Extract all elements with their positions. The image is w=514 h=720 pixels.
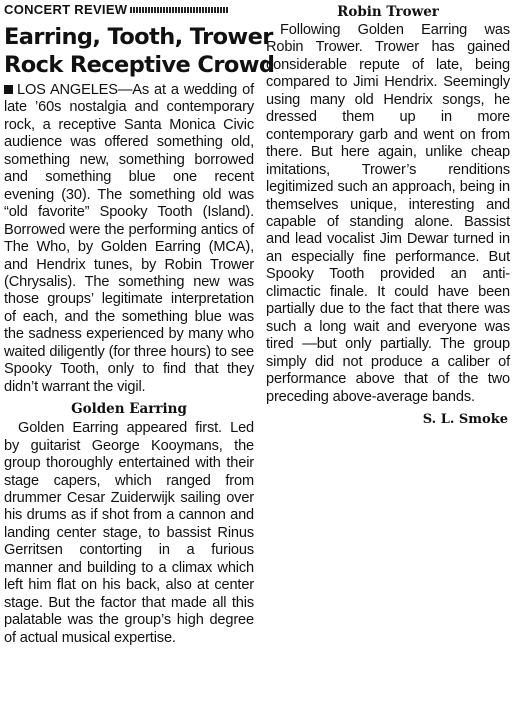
decorative-rule — [130, 7, 228, 13]
lead-paragraph-text: LOS ANGELES—As at a wedding of late ’60s nostalgia and contemporary rock, a receptive Santa Monica Civic audience was offered something old, something new, something borrowed and something blue one recent evening (30). The something old was “old favorite” Spooky Tooth (Island). Borrowed were the performing antics of The Who, by Golden Earring (MCA), and Hendrix tunes, by Robin Trower (Chrysalis). The something new was those groups’ legitimate interpretation of each, and the something blue was the sadness experienced by many who waited diligently (for three hours) to see Spooky Tooth, only to find that they didn’t warrant the vigil. — [4, 82, 254, 395]
section-label-text: CONCERT REVIEW — [4, 2, 128, 17]
headline-line-1: Earring, Tooth, Trower — [4, 24, 273, 50]
lead-paragraph — [4, 82, 254, 396]
section-label — [4, 3, 254, 17]
subhead-golden-earring: Golden Earring — [71, 401, 187, 418]
robin-trower-paragraph: Following Golden Earring was Robin Trower. Trower has gained considerable repute of late, being compared to Jimi Hendrix. Seemingly using many old Hendrix songs, he dressed them up in more contemporary garb and went on from there. But here again, unlike cheap imitations, Trower’s renditions legitimized such an approach, being in themselves unique, interesting and capable of standing alone. Bassist and lead vocalist Jim Dewar turned in an especially fine performance. But Spooky Tooth provided an anti-climactic finale. It could have been partially due to the fact that there was such a long wait and everyone was tired —but only partially. The group simply did not produce a caliber of performance above that of the two preceding above-average bands. — [266, 22, 510, 405]
byline: S. L. Smoke — [422, 411, 508, 427]
golden-earring-paragraph: Golden Earring appeared first. Led by guitarist George Kooymans, the group thoroughly entertained with their stage capers, which ranged from drummer Cesar Zuiderwijk sailing over his drums as if shot from a cannon and landing center stage, to bassist Rinus Gerritsen contorting in a furious manner and building to a climax which left him flat on his back, also at center stage. But the factor that made all this palatable was the group’s high degree of actual musical expertise. — [4, 420, 254, 646]
headline-line-2: Rock Receptive Crowd — [4, 52, 275, 78]
subhead-robin-trower: Robin Trower — [337, 4, 439, 20]
dateline-square-icon — [4, 85, 13, 94]
headline — [4, 23, 275, 79]
right-column — [266, 0, 510, 428]
left-column — [4, 0, 275, 647]
